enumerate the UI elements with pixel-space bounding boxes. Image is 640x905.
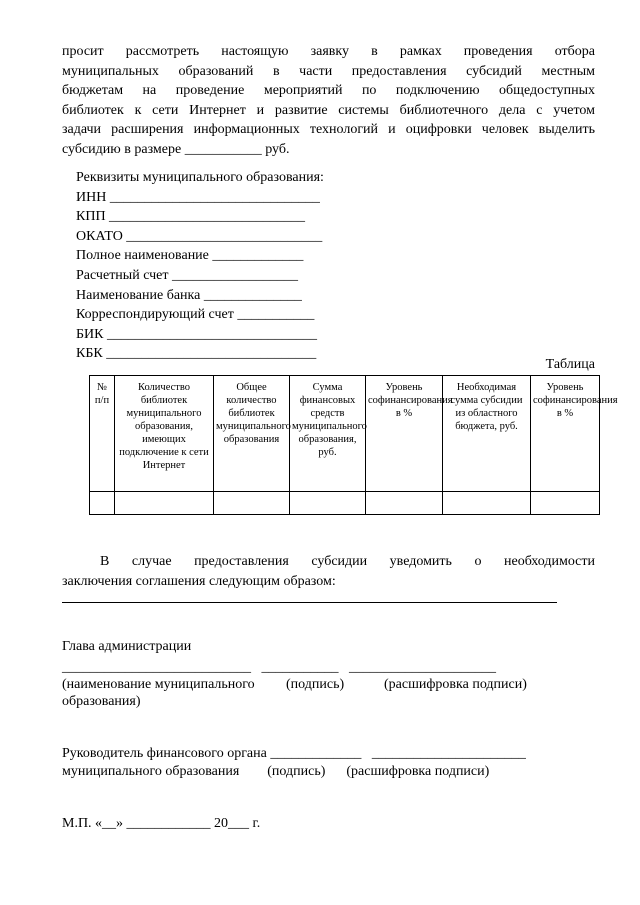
table-cell[interactable] [214, 492, 290, 515]
finance-title-line: Руководитель финансового органа _____________ ______________________ [62, 746, 526, 761]
requisite-account: Расчетный счет __________________ [76, 267, 299, 283]
table-header-cell: Уровень софинансирования в % [531, 376, 600, 492]
requisite-kpp: КПП ____________________________ [76, 209, 306, 225]
head-title: Глава администрации [62, 639, 192, 654]
table-header-cell: Общее количество библиотек муниципального образования [214, 376, 290, 492]
requisites-title: Реквизиты муниципального образования: [76, 170, 324, 185]
table-header-cell: Сумма финансовых средств муниципального образования, руб. [290, 376, 366, 492]
requisite-inn: ИНН ______________________________ [76, 189, 320, 205]
requisite-kbk: КБК ______________________________ [76, 346, 317, 362]
paragraph-line: просит рассмотреть настоящую заявку в рамках проведения отбора [62, 44, 595, 59]
requisite-corr-account: Корреспондирующий счет ___________ [76, 307, 315, 323]
request-paragraph [62, 42, 595, 160]
requisite-full-name: Полное наименование _____________ [76, 248, 304, 264]
paragraph-line: муниципальных образований в части предоставления субсидий местным [62, 63, 595, 79]
requisite-okato: ОКАТО ____________________________ [76, 228, 323, 244]
head-label-name-cont: образования) [62, 694, 141, 709]
requisites-block [76, 168, 324, 364]
requisite-bank-name: Наименование банка ______________ [76, 287, 302, 303]
agreement-blank-line [62, 602, 557, 603]
case-line: В случае предоставления субсидии уведомить о необходимости [100, 554, 595, 569]
case-line: заключения соглашения следующим образом: [62, 573, 336, 589]
table-header-cell: Необходимая сумма субсидии из областного бюджета, руб. [443, 376, 531, 492]
table-cell[interactable] [115, 492, 214, 515]
finance-labels-line: муниципального образования (подпись) (расшифровка подписи) [62, 764, 490, 779]
requisite-bik: БИК ______________________________ [76, 326, 317, 342]
head-label-name: (наименование муниципального [62, 677, 255, 692]
head-label-sign: (подпись) [286, 677, 345, 692]
table-header-cell: № п/п [90, 376, 115, 492]
table-cell[interactable] [366, 492, 443, 515]
table-cell[interactable] [443, 492, 531, 515]
paragraph-line: бюджетам на проведение мероприятий по подключению общедоступных [62, 83, 595, 99]
table-caption: Таблица [545, 357, 595, 372]
table-cell[interactable] [531, 492, 600, 515]
table-row [90, 492, 600, 515]
table-header-cell: Количество библиотек муниципального образования, имеющих подключение к сети Интернет [115, 376, 214, 492]
case-paragraph [62, 552, 595, 591]
table-header-row [90, 376, 600, 492]
table-cell[interactable] [90, 492, 115, 515]
subsidy-table [89, 375, 618, 515]
paragraph-line: библиотек к сети Интернет и развитие системы библиотечного дела с учетом [62, 102, 595, 118]
head-blank-line: ___________________________ ___________ _____________________ [62, 660, 496, 675]
stamp-date-line: М.П. «__» ____________ 20___ г. [62, 816, 261, 831]
head-label-decode: (расшифровка подписи) [384, 677, 527, 692]
table-header-cell: Уровень софинансирования в % [366, 376, 443, 492]
paragraph-line: задачи расширения информационных технологий и оцифровки человек выделить [62, 122, 595, 138]
table-cell[interactable] [290, 492, 366, 515]
paragraph-line: субсидию в размере ___________ руб. [62, 141, 290, 157]
